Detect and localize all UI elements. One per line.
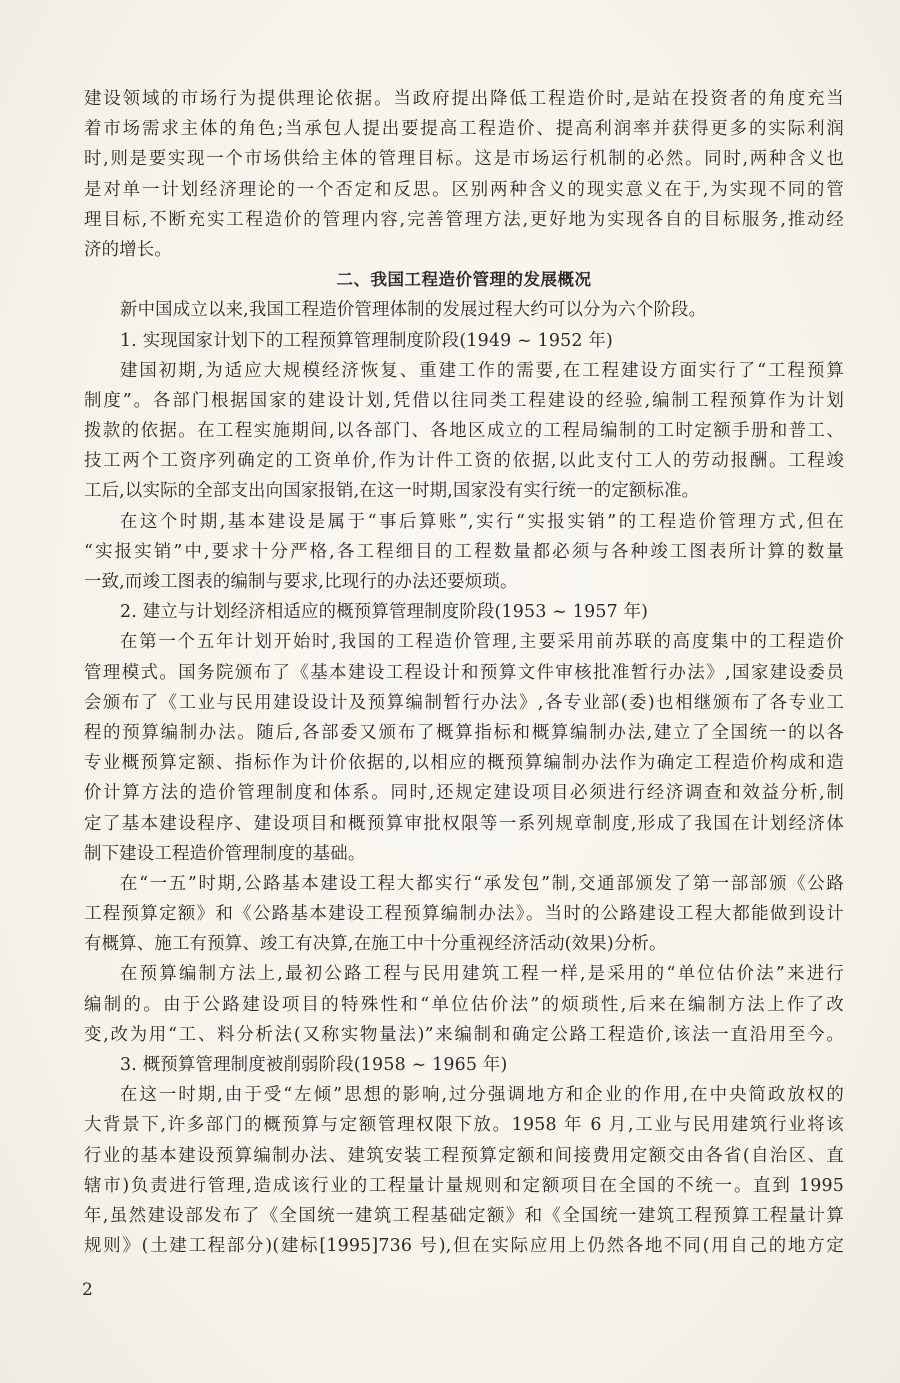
paragraph-first-line: 新中国成立以来,我国工程造价管理体制的发展过程大约可以分为六个阶段。 — [120, 300, 707, 321]
paragraph-first-line: 1. 实现国家计划下的工程预算管理制度阶段(1949 ~ 1952 年) — [120, 330, 613, 351]
text-line: 工程预算定额》和《公路基本建设工程预算编制办法》。当时的公路建设工程大都能做到设计 — [84, 904, 844, 925]
text-line: 辖市)负责进行管理,造成该行业的工程量计量规则和定额项目在全国的不统一。直到 1995 — [84, 1175, 844, 1196]
text-line: 着市场需求主体的角色;当承包人提出要提高工程造价、提高利润率并获得更多的实际利润 — [84, 119, 844, 140]
text-line: 工后,以实际的全部支出向国家报销,在这一时期,国家没有实行统一的定额标准。 — [84, 481, 700, 502]
text-line: 建设领域的市场行为提供理论依据。当政府提出降低工程造价时,是站在投资者的角度充当 — [84, 89, 844, 109]
text-line: 技工两个工资序列确定的工资单价,作为计件工资的依据,以此支付工人的劳动报酬。工程竣 — [84, 451, 844, 472]
paragraph-first-line: 在第一个五年计划开始时,我国的工程造价管理,主要采用前苏联的高度集中的工程造价 — [120, 632, 844, 653]
text-line: 是对单一计划经济理论的一个否定和反思。区别两种含义的现实意义在于,为实现不同的管 — [84, 179, 844, 200]
text-line: 拨款的依据。在工程实施期间,以各部门、各地区成立的工程局编制的工时定额手册和普工、 — [84, 421, 844, 442]
text-line: 会颁布了《工业与民用建设设计及预算编制暂行办法》,各专业部(委)也相继颁布了各专业工 — [84, 692, 844, 713]
page-number: 2 — [82, 1280, 93, 1300]
text-line: 规则》(土建工程部分)(建标[1995]736 号),但在实际应用上仍然各地不同(用自己的地方定 — [84, 1236, 844, 1257]
paragraph-first-line: 3. 概预算管理制度被削弱阶段(1958 ~ 1965 年) — [120, 1055, 508, 1075]
text-line: 管理模式。国务院颁布了《基本建设工程设计和预算文件审核批准暂行办法》,国家建设委员 — [84, 662, 844, 683]
paragraph-first-line: 在这一时期,由于受“左倾”思想的影响,过分强调地方和企业的作用,在中央简政放权的 — [120, 1085, 844, 1106]
text-line: 程的预算编制办法。随后,各部委又颁布了概算指标和概算编制办法,建立了全国统一的以各 — [84, 722, 844, 743]
section-heading: 二、我国工程造价管理的发展概况 — [336, 270, 592, 290]
text-line: 一致,而竣工图表的编制与要求,比现行的办法还要烦琐。 — [84, 572, 518, 592]
text-line: 制度”。各部门根据国家的建设计划,凭借以往同类工程建设的经验,编制工程预算作为计划 — [84, 390, 844, 411]
text-line: 定了基本建设程序、建设项目和概预算审批权限等一系列规章制度,形成了我国在计划经济体 — [84, 813, 844, 834]
text-line: 变,改为用“工、料分析法(又称实物量法)”来编制和确定公路工程造价,该法一直沿用至今。 — [84, 1024, 844, 1045]
paragraph-first-line: 建国初期,为适应大规模经济恢复、重建工作的需要,在工程建设方面实行了“工程预算 — [120, 360, 844, 381]
text-line: 专业概预算定额、指标作为计价依据的,以相应的概预算编制办法作为确定工程造价构成和造 — [84, 753, 844, 774]
text-line: 理目标,不断充实工程造价的管理内容,完善管理方法,更好地为实现各自的目标服务,推动经 — [84, 209, 844, 230]
text-line: 编制的。由于公路建设项目的特殊性和“单位估价法”的烦琐性,后来在编制方法上作了改 — [84, 994, 844, 1015]
text-line: 制下建设工程造价管理制度的基础。 — [84, 843, 366, 864]
text-line: 行业的基本建设预算编制办法、建筑安装工程预算定额和间接费用定额交由各省(自治区、直 — [84, 1145, 844, 1166]
text-line: 年,虽然建设部发布了《全国统一建筑工程基础定额》和《全国统一建筑工程预算工程量计算 — [84, 1205, 844, 1226]
paragraph-first-line: 在这个时期,基本建设是属于“事后算账”,实行“实报实销”的工程造价管理方式,但在 — [120, 511, 844, 532]
body-text — [84, 84, 844, 1261]
text-line: “实报实销”中,要求十分严格,各工程细目的工程数量都必须与各种竣工图表所计算的数量 — [84, 541, 844, 562]
text-line: 时,则是要实现一个市场供给主体的管理目标。这是市场运行机制的必然。同时,两种含义也 — [84, 149, 844, 170]
text-line: 有概算、施工有预算、竣工有决算,在施工中十分重视经济活动(效果)分析。 — [84, 934, 667, 955]
paragraph-first-line: 在预算编制方法上,最初公路工程与民用建筑工程一样,是采用的“单位估价法”来进行 — [120, 964, 844, 985]
text-line: 大背景下,许多部门的概预算与定额管理权限下放。1958 年 6 月,工业与民用建筑行业将该 — [84, 1115, 844, 1136]
paragraph-first-line: 2. 建立与计划经济相适应的概预算管理制度阶段(1953 ~ 1957 年) — [120, 602, 649, 623]
text-line: 济的增长。 — [84, 239, 172, 260]
paragraph-first-line: 在“一五”时期,公路基本建设工程大都实行“承发包”制,交通部颁发了第一部部颁《公路 — [120, 873, 844, 894]
text-line: 价计算方法的造价管理制度和体系。同时,还规定建设项目必须进行经济调查和效益分析,制 — [84, 783, 844, 804]
